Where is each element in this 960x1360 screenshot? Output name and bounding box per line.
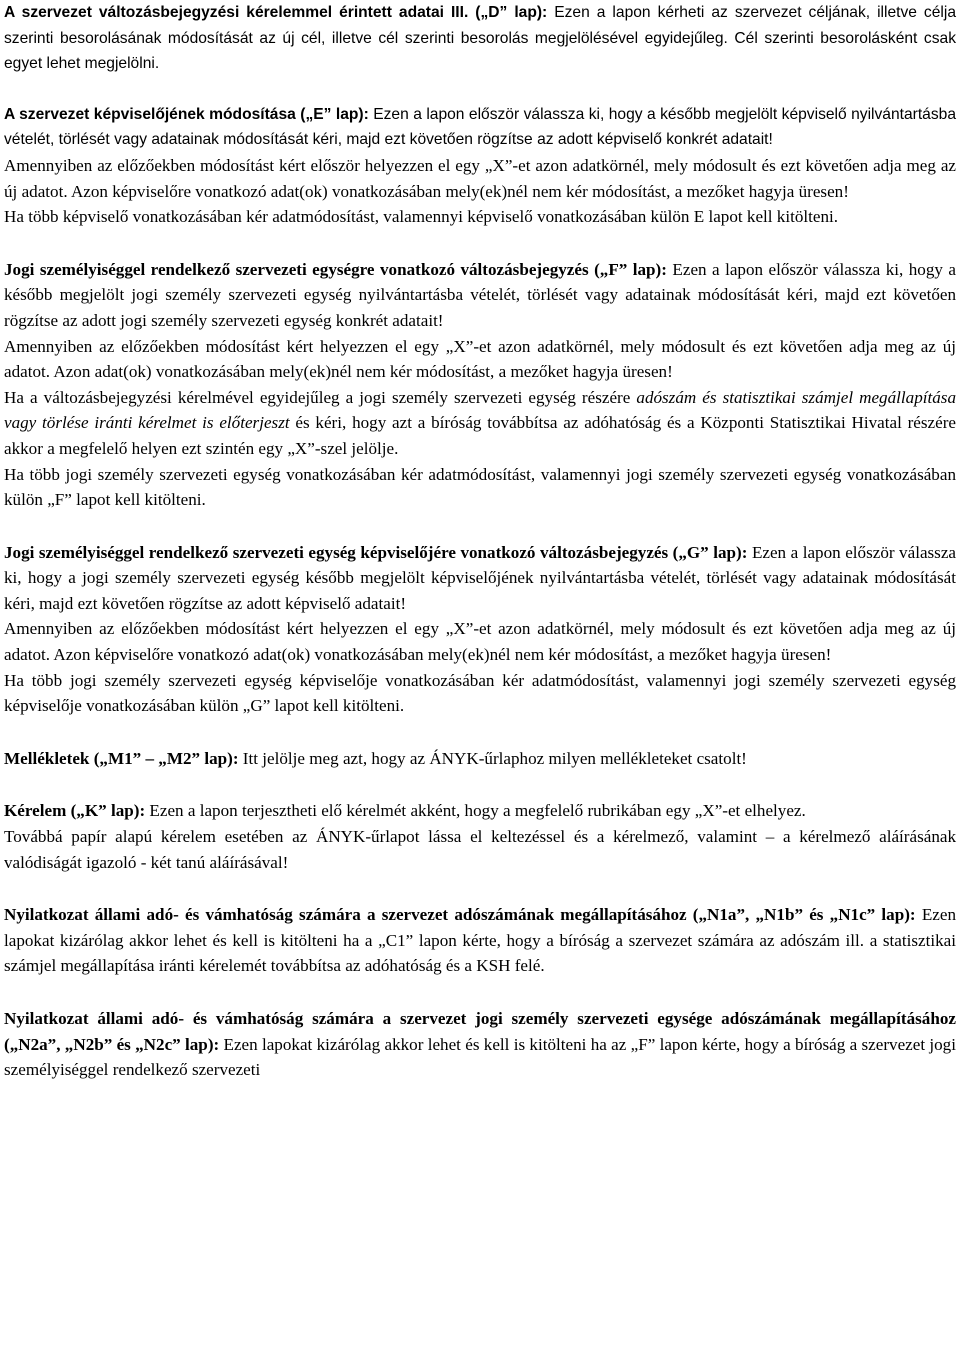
paragraph: [4, 798, 956, 824]
section-d: [4, 0, 956, 77]
paragraph-text: Ezen a lapon először válassza ki, hogy a jogi személy szervezeti egység később megjelölt képviselőjének nyilvántartásba vételét, törlését vagy adatainak módosítását kéri, majd ezt követően rögzítse az adott képviselő adatait!: [4, 542, 957, 613]
paragraph: Továbbá papír alapú kérelem esetében az ÁNYK-űrlapot lássa el keltezéssel és a kérelmező, valamint – a kérelmező aláírásának valódiságát igazoló - két tanú aláírásával!: [4, 827, 956, 872]
paragraph: [4, 0, 956, 77]
paragraph: [4, 902, 956, 979]
section-heading: Jogi személyiséggel rendelkező szervezeti egység képviselőjére vonatkozó változásbejegyzés („G” lap):: [4, 542, 748, 562]
section-m: [4, 746, 956, 772]
paragraph: [4, 257, 956, 334]
spacer: [4, 979, 956, 1006]
section-heading: A szervezet változásbejegyzési kérelemmel érintett adatai III. („D” lap):: [4, 4, 548, 21]
spacer: [4, 771, 956, 798]
section-heading: A szervezet képviselőjének módosítása („E” lap):: [4, 105, 369, 123]
paragraph-text: Ha a változásbejegyzési kérelmével egyidejűleg a jogi személy szervezeti egység részére: [4, 387, 637, 407]
section-heading: Jogi személyiséggel rendelkező szervezeti egységre vonatkozó változásbejegyzés („F” lap):: [4, 259, 667, 279]
paragraph: [4, 102, 956, 153]
paragraph: [4, 385, 956, 462]
paragraph: Amennyiben az előzőekben módosítást kért helyezzen el egy „X”-et azon adatkörnél, mely módosult és ezt követően adja meg az új adatot. Azon képviselőre vonatkozó adat(ok) vonatkozásában mely(ek)nél nem kér módosítást, a mezőket hagyja üresen!: [4, 619, 956, 665]
spacer: [4, 875, 956, 902]
section-heading: Kérelem („K” lap):: [4, 801, 146, 821]
emphasis-text: adószám és statisztikai számjel megállapítása vagy törlése iránti kérelmet is előterjeszt: [4, 387, 956, 433]
paragraph: [4, 1006, 956, 1083]
spacer: [4, 77, 956, 102]
section-e: [4, 102, 956, 230]
paragraph-text: és kéri, hogy azt a bíróság továbbítsa az adóhatóság és a Központi Statisztikai Hivatal részére akkor a megfelelő helyen ezt szintén egy „X”-szel jelölje.: [4, 413, 956, 458]
paragraph-text: Ezen a lapon először válassza ki, hogy a később megjelölt jogi személy szervezeti egység nyilvántartásba vételét, törlését vagy adatainak módosítását kéri, majd ezt követően rögzítse az adott jogi személy szervezeti egység konkrét adatait!: [4, 259, 956, 330]
section-n1: [4, 902, 956, 979]
paragraph: Ha több jogi személy szervezeti egység képviselője vonatkozásában kér adatmódosítást, valamennyi jogi személy szervezeti egység képviselője vonatkozásában külön „G” lapot kell kitölteni.: [4, 670, 956, 716]
section-k: [4, 798, 956, 875]
paragraph-text: Ezen a lapon terjesztheti elő kérelmét akként, hogy a megfelelő rubrikában egy „X”-et elhelyez.: [145, 801, 806, 821]
paragraph-text: Itt jelölje meg azt, hogy az ÁNYK-űrlaphoz milyen mellékleteket csatolt!: [238, 748, 747, 768]
paragraph-text: Ezen a lapon először válassza ki, hogy a később megjelölt képviselő nyilvántartásba vételét, törlését vagy adatainak módosítását kéri, majd ezt követően rögzítse az adott képviselő konkrét adatait!: [4, 105, 956, 149]
paragraph: Amennyiben az előzőekben módosítást kért helyezzen el egy „X”-et azon adatkörnél, mely módosult és ezt követően adja meg az új adatot. Azon adat(ok) vonatkozásában mely(ek)nél nem kér módosítást, a mezőket hagyja üresen!: [4, 336, 956, 382]
section-heading: Mellékletek („M1” – „M2” lap):: [4, 748, 239, 768]
paragraph-text: Ezen a lapon kérheti az szervezet céljának, illetve célja szerinti besorolásának módosítását az új cél, illetve cél szerinti besorolás megjelölésével egyidejűleg. Cél szerinti besorolásként csak egyet lehet megjelölni.: [4, 4, 956, 73]
paragraph: Ha több jogi személy szervezeti egység vonatkozásában kér adatmódosítást, valamennyi jogi személy szervezeti egység vonatkozásában külön „F” lapot kell kitölteni.: [4, 464, 956, 510]
section-heading: Nyilatkozat állami adó- és vámhatóság számára a szervezet adószámának megállapításához („N1a”, „N1b” és „N1c” lap):: [4, 905, 916, 925]
section-heading: Nyilatkozat állami adó- és vámhatóság számára a szervezet jogi személy szervezeti egysége adószámának megállapításához („N2a”, „N2b” és „N2c” lap):: [4, 1009, 956, 1054]
spacer: [4, 513, 956, 540]
paragraph: Amennyiben az előzőekben módosítást kért először helyezzen el egy „X”-et azon adatkörnél, mely módosult és ezt követően adja meg az új adatot. Azon képviselőre vonatkozó adat(ok) vonatkozásában mely(ek)nél nem kér módosítást, a mezőket hagyja üresen!: [4, 155, 956, 201]
paragraph-text: Ezen lapokat kizárólag akkor lehet és kell is kitölteni ha az „F” lapon kérte, hogy a bíróság a szervezet jogi személyiséggel rendelkező szervezeti: [4, 1034, 956, 1080]
section-n2: [4, 1006, 956, 1083]
section-g: [4, 540, 956, 719]
paragraph: [4, 540, 956, 617]
paragraph: [4, 746, 956, 772]
paragraph-text: Ezen lapokat kizárólag akkor lehet és kell is kitölteni ha a „C1” lapon kérte, hogy a bíróság a szervezet számára az adószám ill. a statisztikai számjel megállapítása iránti kérelemét továbbítsa az adóhatóság és a KSH felé.: [4, 905, 956, 976]
paragraph: Ha több képviselő vonatkozásában kér adatmódosítást, valamennyi képviselő vonatkozásában külön E lapot kell kitölteni.: [4, 207, 839, 227]
spacer: [4, 230, 956, 257]
spacer: [4, 719, 956, 746]
section-f: [4, 257, 956, 513]
